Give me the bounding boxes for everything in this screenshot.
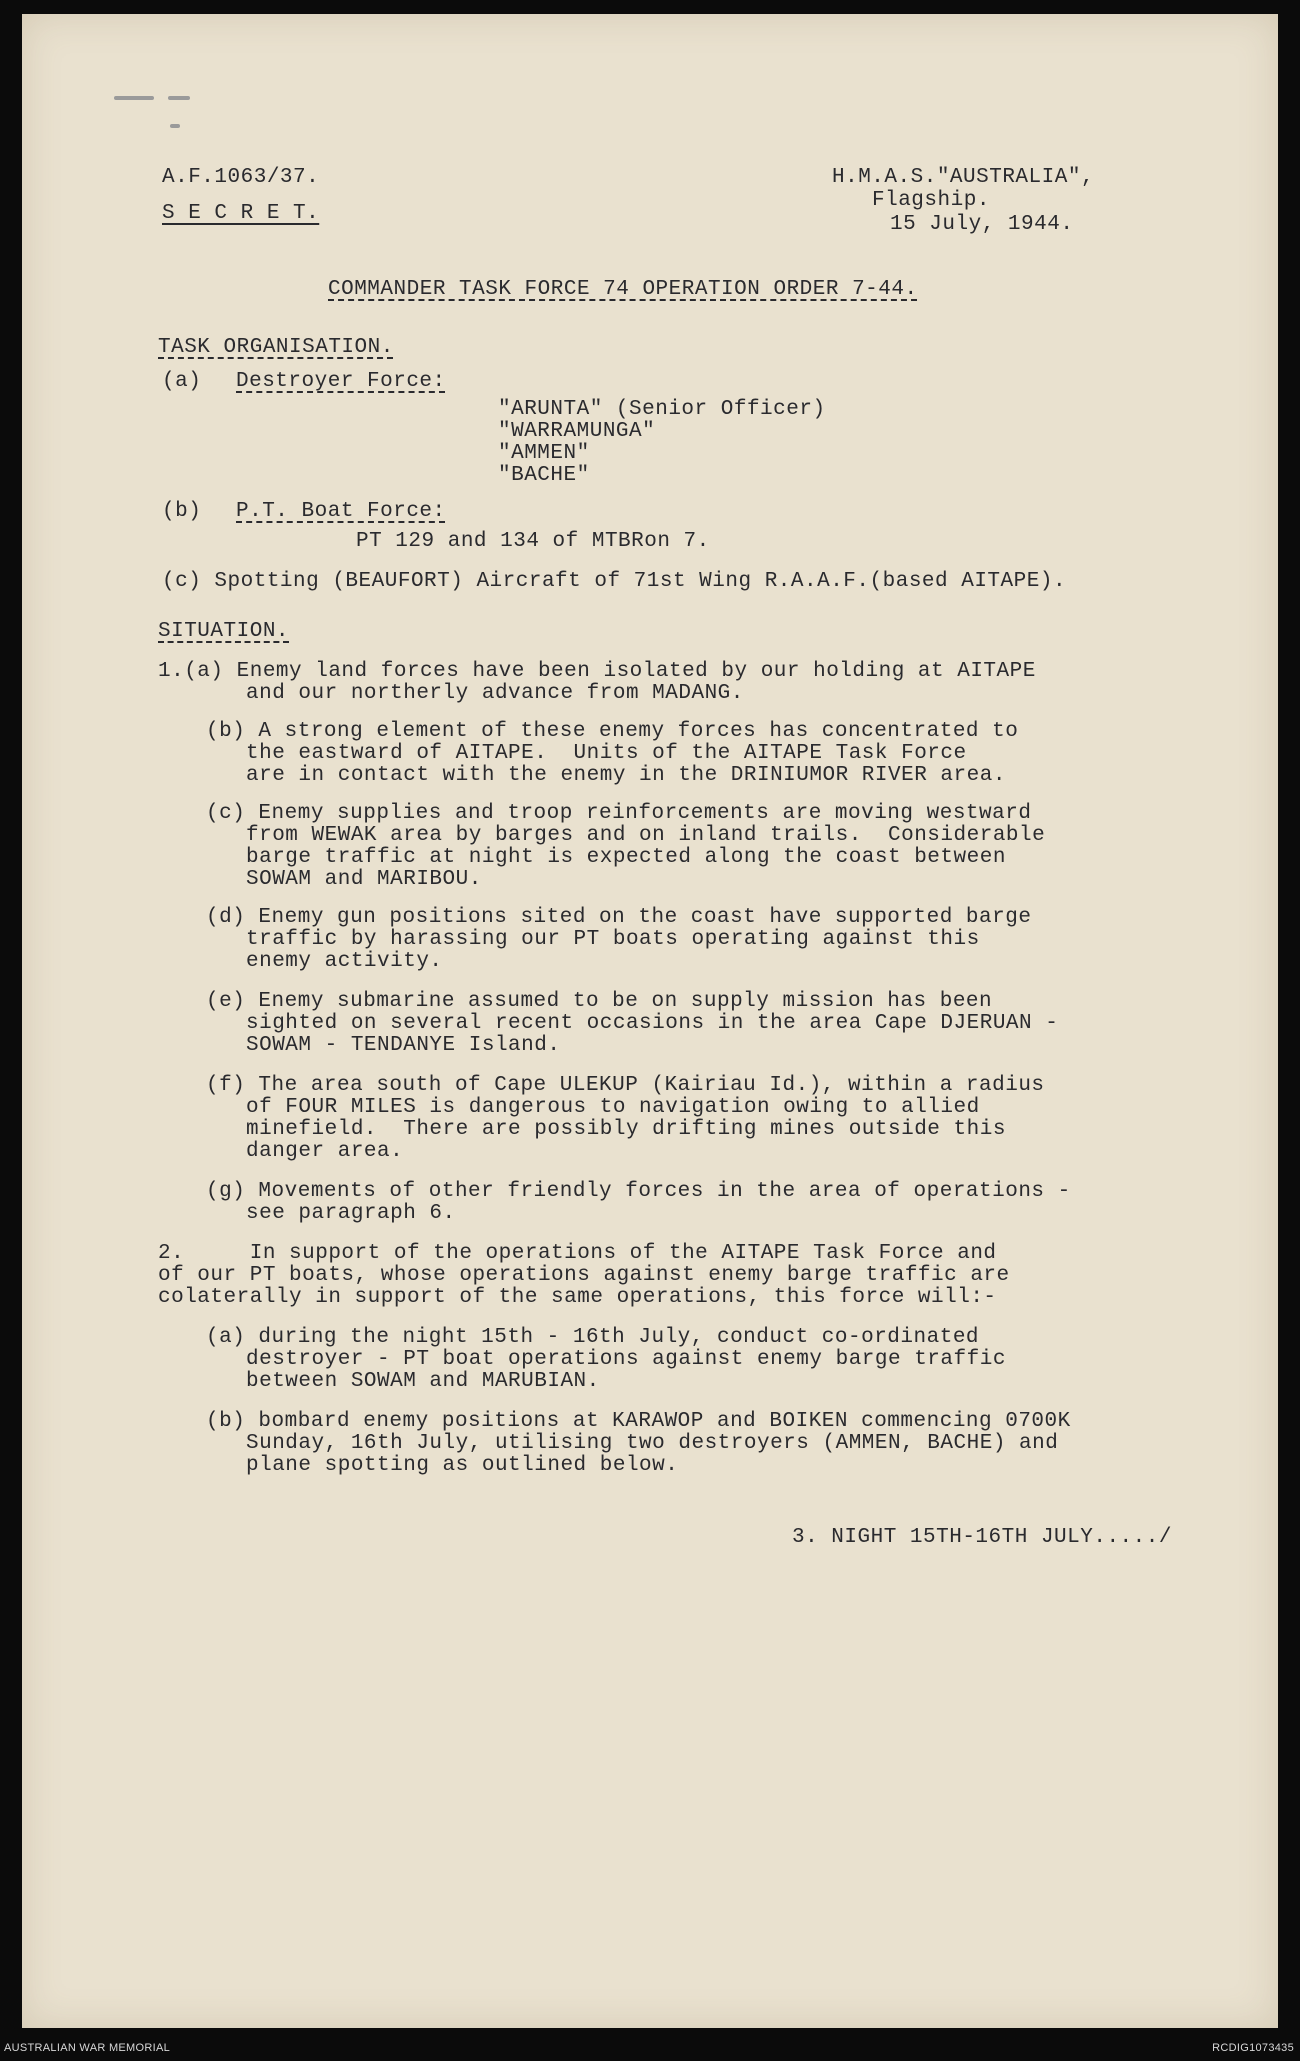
situation-1d-line: (d) Enemy gun positions sited on the coast have supported barge	[206, 906, 1032, 929]
destroyer-item: "BACHE"	[498, 464, 590, 487]
document-date: 15 July, 1944.	[890, 213, 1074, 236]
situation-1c-line: SOWAM and MARIBOU.	[246, 868, 482, 891]
ship-role: Flagship.	[872, 189, 990, 212]
task-organisation-heading: TASK ORGANISATION.	[158, 336, 394, 359]
pt-boat-force-heading: P.T. Boat Force:	[236, 500, 446, 523]
situation-1g-line: (g) Movements of other friendly forces in the area of operations -	[206, 1180, 1071, 1203]
staple-mark	[114, 96, 154, 100]
para2-intro-line: 2. In support of the operations of the AITAPE Task Force and	[158, 1242, 997, 1265]
situation-1b-line: the eastward of AITAPE. Units of the AITAPE Task Force	[246, 742, 967, 765]
para2-a-line: between SOWAM and MARUBIAN.	[246, 1370, 600, 1393]
situation-1e-line: (e) Enemy submarine assumed to be on supply mission has been	[206, 990, 993, 1013]
para2-intro-line: colaterally in support of the same operations, this force will:-	[158, 1286, 997, 1309]
destroyer-item: "AMMEN"	[498, 442, 590, 465]
destroyer-force-label: (a)	[162, 370, 202, 393]
ship-name: H.M.A.S."AUSTRALIA",	[832, 166, 1095, 189]
document-page	[22, 14, 1278, 2028]
staple-mark	[170, 124, 180, 128]
para2-b-line: plane spotting as outlined below.	[246, 1454, 679, 1477]
situation-1d-line: traffic by harassing our PT boats operating against this	[246, 928, 980, 951]
destroyer-item: "ARUNTA" (Senior Officer)	[498, 398, 826, 421]
classification-label: S E C R E T.	[162, 202, 320, 225]
pt-boat-force-text: PT 129 and 134 of MTBRon 7.	[356, 530, 710, 553]
situation-1f-line: of FOUR MILES is dangerous to navigation owing to allied	[246, 1096, 980, 1119]
footer-left: AUSTRALIAN WAR MEMORIAL	[4, 2042, 171, 2054]
para2-a-line: destroyer - PT boat operations against enemy barge traffic	[246, 1348, 1006, 1371]
order-title: COMMANDER TASK FORCE 74 OPERATION ORDER 7-44.	[328, 278, 918, 301]
destroyer-item: "WARRAMUNGA"	[498, 420, 656, 443]
para2-intro-line: of our PT boats, whose operations against enemy barge traffic are	[158, 1264, 1010, 1287]
situation-1c-line: from WEWAK area by barges and on inland trails. Considerable	[246, 824, 1046, 847]
situation-1e-line: sighted on several recent occasions in the area Cape DJERUAN -	[246, 1012, 1059, 1035]
situation-1b-line: (b) A strong element of these enemy forces has concentrated to	[206, 720, 1019, 743]
situation-1c-line: barge traffic at night is expected along the coast between	[246, 846, 1006, 869]
footer-right: RCDIG1073435	[1212, 2042, 1294, 2054]
situation-1f-line: danger area.	[246, 1140, 404, 1163]
situation-1f-line: minefield. There are possibly drifting mines outside this	[246, 1118, 1006, 1141]
para2-a-line: (a) during the night 15th - 16th July, conduct co-ordinated	[206, 1326, 980, 1349]
destroyer-force-heading: Destroyer Force:	[236, 370, 446, 393]
situation-1g-line: see paragraph 6.	[246, 1202, 456, 1225]
situation-1d-line: enemy activity.	[246, 950, 443, 973]
spotting-aircraft-text: (c) Spotting (BEAUFORT) Aircraft of 71st Wing R.A.A.F.(based AITAPE).	[162, 570, 1067, 593]
situation-1a-line: and our northerly advance from MADANG.	[246, 682, 744, 705]
para2-b-line: (b) bombard enemy positions at KARAWOP and BOIKEN commencing 0700K	[206, 1410, 1071, 1433]
file-reference: A.F.1063/37.	[162, 166, 320, 189]
para2-b-line: Sunday, 16th July, utilising two destroyers (AMMEN, BACHE) and	[246, 1432, 1059, 1455]
situation-1a-line: 1.(a) Enemy land forces have been isolated by our holding at AITAPE	[158, 660, 1036, 683]
situation-heading: SITUATION.	[158, 620, 290, 643]
situation-1c-line: (c) Enemy supplies and troop reinforcements are moving westward	[206, 802, 1032, 825]
continuation-catchword: 3. NIGHT 15TH-16TH JULY...../	[792, 1526, 1172, 1549]
situation-1b-line: are in contact with the enemy in the DRINIUMOR RIVER area.	[246, 764, 1006, 787]
pt-boat-force-label: (b)	[162, 500, 202, 523]
staple-mark	[168, 96, 190, 100]
situation-1f-line: (f) The area south of Cape ULEKUP (Kairiau Id.), within a radius	[206, 1074, 1045, 1097]
situation-1e-line: SOWAM - TENDANYE Island.	[246, 1034, 561, 1057]
